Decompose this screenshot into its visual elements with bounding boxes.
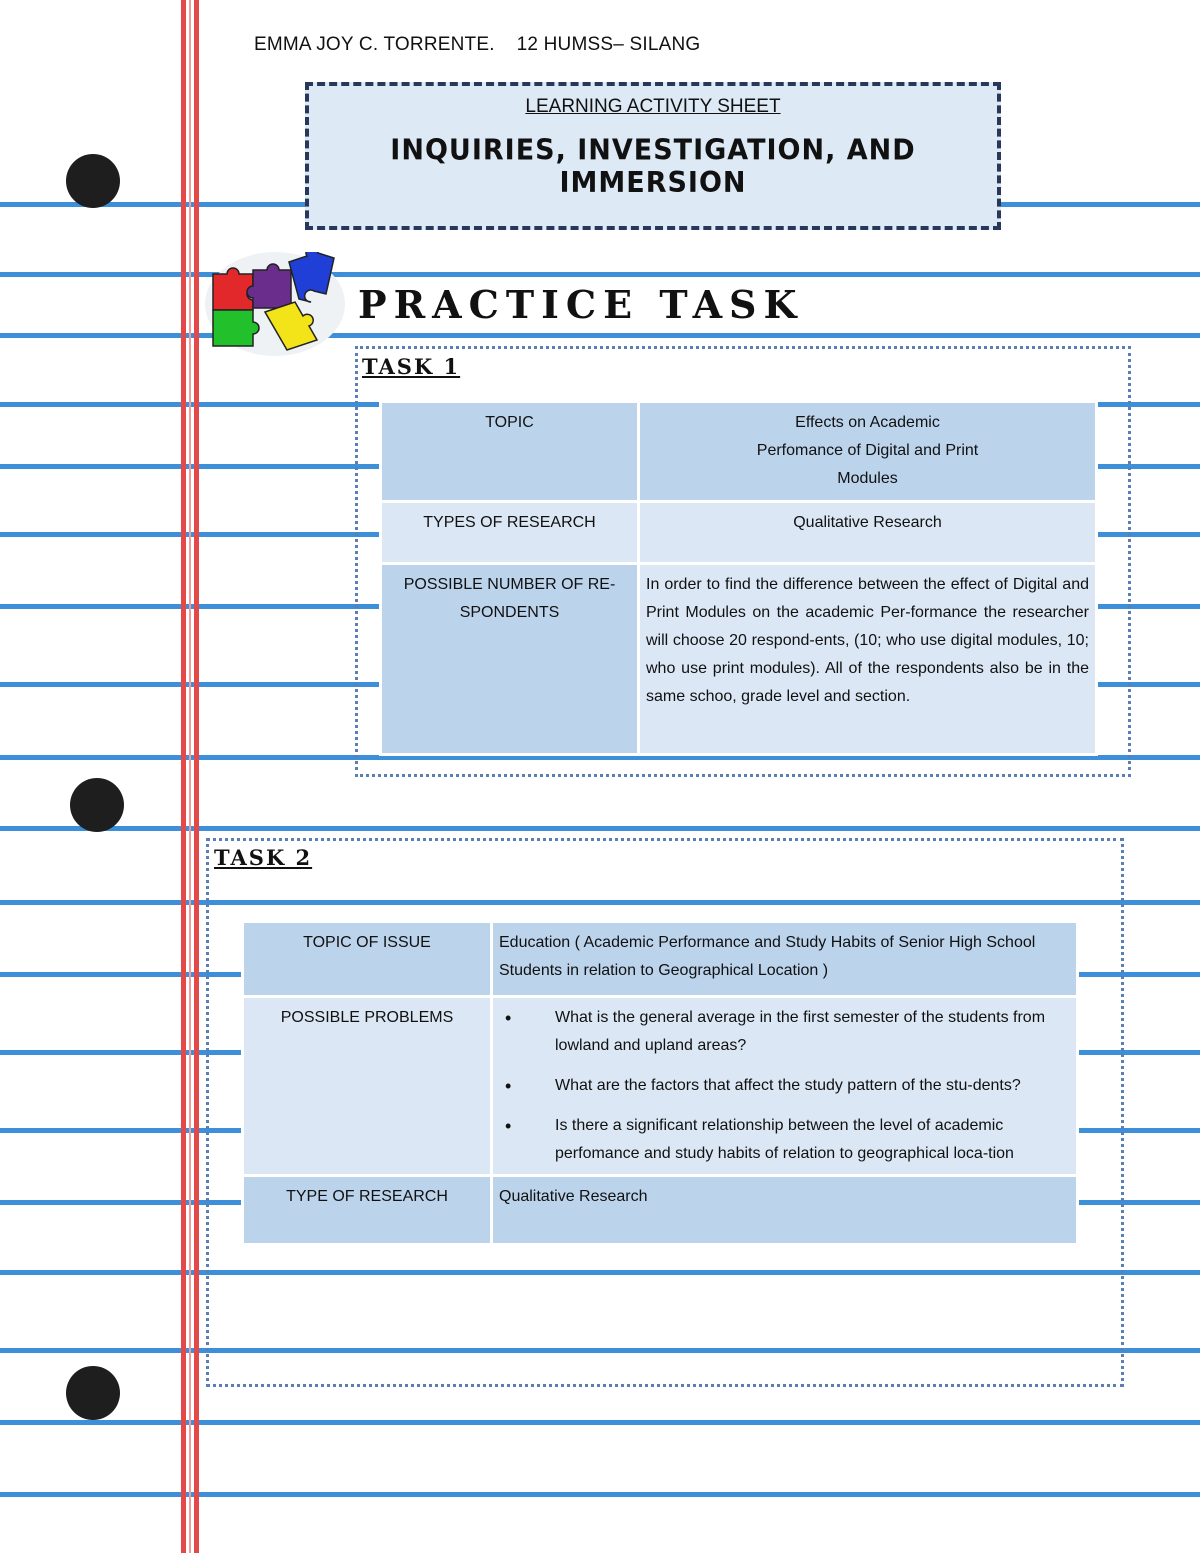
sheet-subtitle: LEARNING ACTIVITY SHEET xyxy=(525,96,781,117)
list-item: • What are the factors that affect the study pattern of the stu-dents? xyxy=(499,1072,1070,1100)
table-value-cell: In order to find the difference between the effect of Digital and Print Modules on the academic Per-formance the researcher will choose 20 respond-ents, (10; who use digital modules, 10; who use print modules). All of the respondents also be in the same schoo, grade level and section. xyxy=(640,565,1095,753)
margin-line xyxy=(181,0,186,1553)
table-row xyxy=(244,998,1076,1174)
table-value-cell: Effects on Academic Perfomance of Digital and Print Modules xyxy=(640,403,1095,500)
ruled-line xyxy=(0,1420,1200,1425)
practice-task-heading: PRACTICE TASK xyxy=(358,282,804,327)
table-value-cell xyxy=(493,998,1076,1174)
table-row xyxy=(382,565,1095,753)
binder-hole xyxy=(66,154,120,208)
sheet-title: INQUIRIES, INVESTIGATION, AND IMMERSION xyxy=(390,134,916,200)
binder-hole xyxy=(66,1366,120,1420)
task2-table xyxy=(241,920,1079,1246)
puzzle-icon xyxy=(205,252,345,356)
student-name: EMMA JOY C. TORRENTE. xyxy=(254,34,495,55)
student-header xyxy=(254,34,700,56)
ruled-line xyxy=(0,826,1200,831)
ruled-line xyxy=(0,333,1200,338)
task1-label: TASK 1 xyxy=(362,354,461,379)
table-key-cell: POSSIBLE NUMBER OF RE-SPONDENTS xyxy=(382,565,637,753)
title-box xyxy=(305,82,1001,230)
student-section: 12 HUMSS– SILANG xyxy=(516,34,701,55)
ruled-line xyxy=(0,272,1200,277)
task1-table xyxy=(379,400,1098,756)
list-item: • What is the general average in the first semester of the students from lowland and upland areas? xyxy=(499,1004,1070,1060)
table-row xyxy=(382,503,1095,562)
table-value-cell: Qualitative Research xyxy=(640,503,1095,562)
table-key-cell: TYPES OF RESEARCH xyxy=(382,503,637,562)
margin-line xyxy=(194,0,199,1553)
margin-line xyxy=(189,0,191,1553)
problems-list xyxy=(499,1004,1070,1168)
list-item: • Is there a significant relationship between the level of academic perfomance and study habits of relation to geographical loca-tion xyxy=(499,1112,1070,1168)
table-row xyxy=(244,923,1076,995)
task2-label: TASK 2 xyxy=(214,845,313,870)
ruled-line xyxy=(0,1492,1200,1497)
table-value-cell: Qualitative Research xyxy=(493,1177,1076,1243)
table-key-cell: TOPIC OF ISSUE xyxy=(244,923,490,995)
table-key-cell: TOPIC xyxy=(382,403,637,500)
table-row xyxy=(244,1177,1076,1243)
binder-hole xyxy=(70,778,124,832)
table-value-cell: Education ( Academic Performance and Study Habits of Senior High School Students in relation to Geographical Location ) xyxy=(493,923,1076,995)
table-key-cell: POSSIBLE PROBLEMS xyxy=(244,998,490,1174)
table-row xyxy=(382,403,1095,500)
table-key-cell: TYPE OF RESEARCH xyxy=(244,1177,490,1243)
